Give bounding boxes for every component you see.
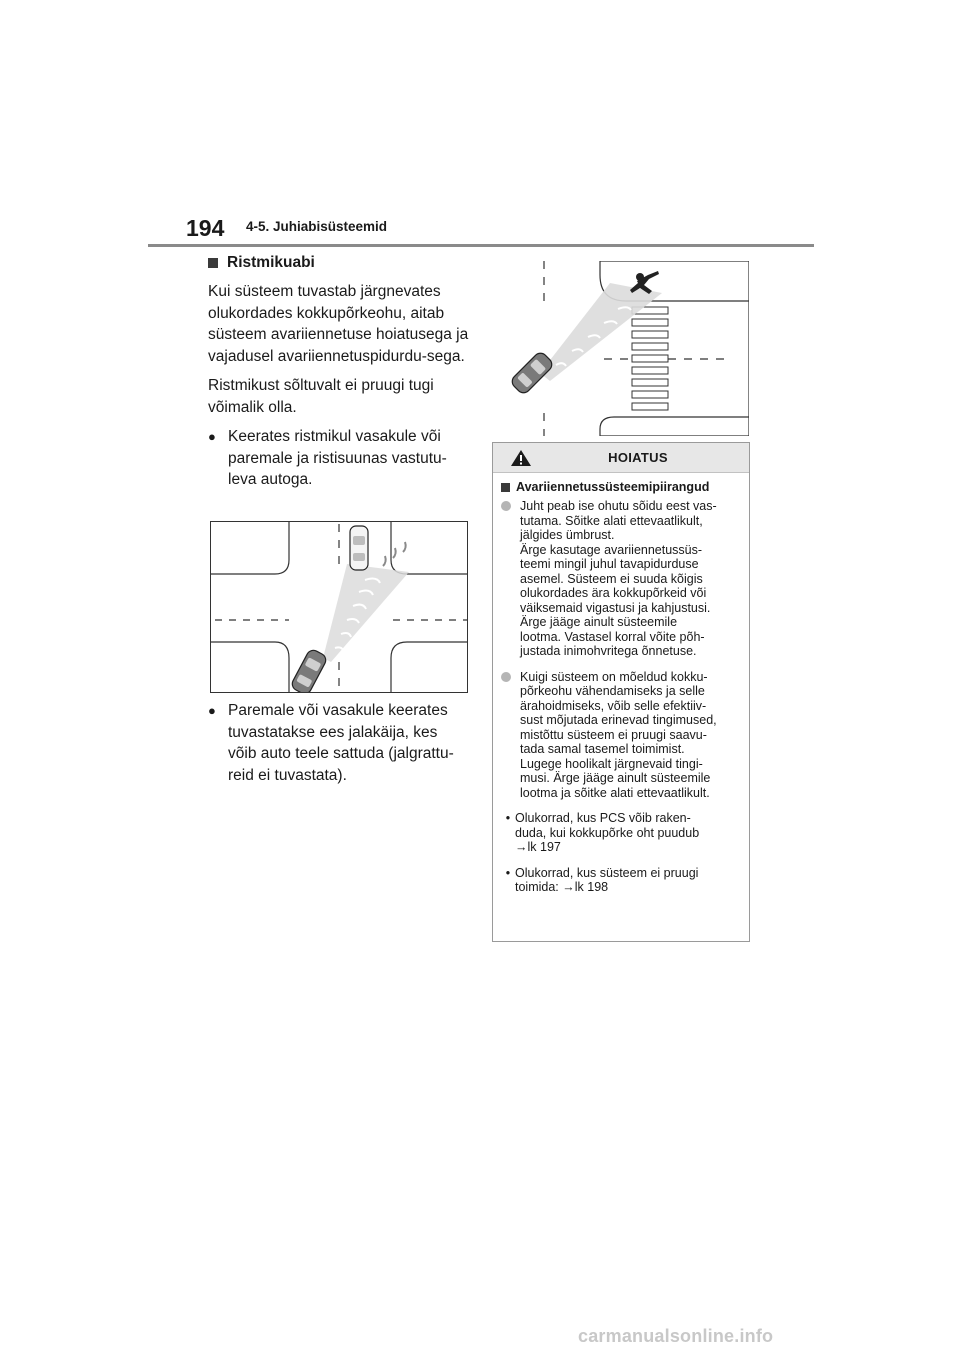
warning-box bbox=[492, 442, 750, 942]
section-title: 4-5. Juhiabisüsteemid bbox=[246, 219, 388, 234]
note-paragraph: Ristmikust sõltuvalt ei pruugi tugi võimalik olla. bbox=[208, 377, 434, 416]
warning-item bbox=[501, 499, 741, 659]
small-bullet-icon: • bbox=[505, 865, 511, 880]
pedestrian-illustration bbox=[492, 261, 749, 436]
left-column bbox=[208, 254, 470, 499]
circle-bullet-icon bbox=[501, 499, 520, 659]
bullet-text: Keerates ristmikul vasakule või paremale ja ristisuunas vastutu-leva autoga. bbox=[228, 428, 447, 488]
square-bullet-icon bbox=[208, 258, 218, 268]
bullet-text: Paremale või vasakule keerates tuvastatakse ees jalakäija, kes võib auto teele sattuda (jalgrattu-reid ei tuvastata). bbox=[228, 702, 454, 784]
bullet-item bbox=[208, 700, 470, 786]
page-number: 194 bbox=[186, 215, 225, 241]
warning-title: HOIATUS bbox=[608, 450, 668, 465]
warning-subitem bbox=[501, 866, 741, 895]
warning-body bbox=[493, 473, 749, 895]
bullet-item bbox=[208, 426, 470, 491]
bullet-dot-icon: ● bbox=[208, 703, 216, 718]
warning-subitem-text: Olukorrad, kus PCS võib raken- duda, kui kokkupõrke oht puudub →lk 197 bbox=[515, 811, 700, 854]
warning-item bbox=[501, 670, 741, 801]
header-divider bbox=[148, 244, 814, 247]
intersection-diagram-pedestrian bbox=[492, 261, 749, 436]
warning-subitem bbox=[501, 811, 741, 855]
warning-header bbox=[493, 443, 749, 473]
watermark: carmanualsonline.info bbox=[578, 1326, 774, 1346]
warning-heading-text: Avariiennetussüsteemipiirangud bbox=[516, 480, 710, 494]
bullet-dot-icon: ● bbox=[208, 429, 216, 444]
square-bullet-icon bbox=[501, 483, 510, 492]
warning-item-text: Kuigi süsteem on mõeldud kokku- põrkeohu vähendamiseks ja selle ärahoidmiseks, võib selle efektiiv- sust mõjutada erinevad tingimused, mistõttu süsteem ei pruugi saavu- tada samal tasemel toimimist. Lugege hoolikalt järgnevaid tingi- musi. Ärge jääge ainult süsteemile lootma ja sõitke alati ettevaatlikult. bbox=[520, 669, 717, 800]
section-heading bbox=[208, 254, 470, 272]
intersection-diagram-oncoming-car bbox=[210, 521, 468, 693]
warning-triangle-icon bbox=[510, 449, 532, 467]
warning-item-text: Juht peab ise ohutu sõidu eest vas- tutama. Sõitke alati ettevaatlikult, jälgides ümbrust. Ärge kasutage avariiennetussüs- teemi mingil juhul tavapidurduse asemel. Süsteem ei suuda kõigis olukordades ära kokkupõrkeid või väiksemaid vigastusi ja kahjustusi. Ärge jääge ainult süsteemile lootma. Vastasel korral võite põh- justada inimohvritega õnnetuse. bbox=[520, 499, 717, 658]
intro-paragraph: Kui süsteem tuvastab järgnevates olukordades kokkupõrkeohu, aitab süsteem avariiennetuse hoiatusega ja vajadusel avariiennetuspidurdu-sega. bbox=[208, 283, 469, 365]
heading-text: Ristmikuabi bbox=[227, 254, 315, 271]
warning-heading bbox=[501, 480, 741, 494]
small-bullet-icon: • bbox=[505, 811, 511, 825]
circle-bullet-icon bbox=[501, 670, 520, 801]
warning-subitem-text: Olukorrad, kus süsteem ei pruugi toimida: →lk 198 bbox=[515, 865, 699, 894]
left-column-second-bullet bbox=[208, 700, 470, 794]
intersection-illustration bbox=[211, 522, 467, 692]
